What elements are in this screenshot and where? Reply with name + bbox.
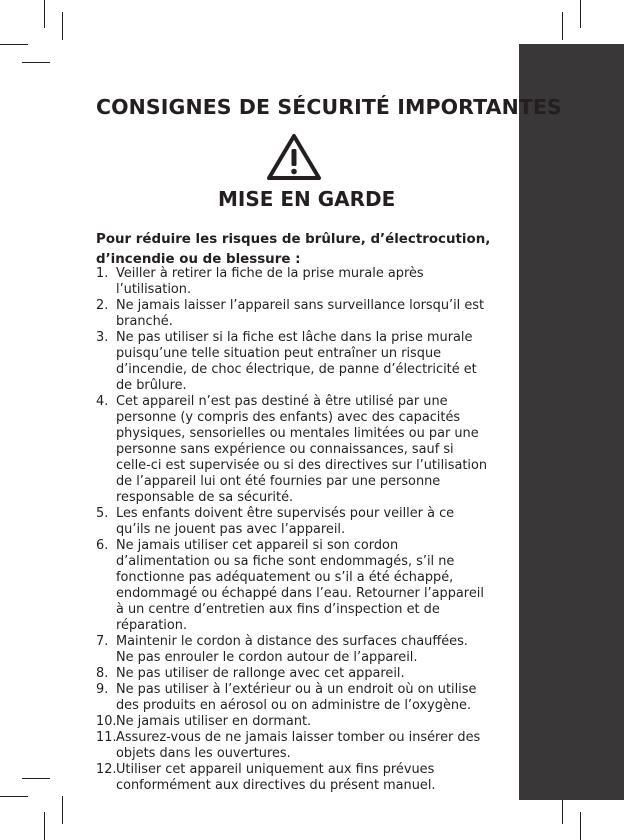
side-tab (519, 44, 624, 800)
item-text: Maintenir le cordon à distance des surfaces chauffées. Ne pas enrouler le cordon autour de l’appareil. (116, 634, 468, 665)
item-number: 8. (96, 666, 109, 681)
item-number: 5. (96, 506, 109, 521)
item-text: Cet appareil n’est pas destiné à être utilisé par une personne (y compris des enfants) avec des capacités physiques, sensorielles ou mentales limitées ou par une personne sans expérience ou connaissances, sauf si celle-ci est supervisée ou si des directives sur l’utilisation de l’appareil lui ont été fournies par une personne responsable de sa sécurité. (116, 394, 488, 505)
list-item (96, 714, 488, 730)
list-item (96, 330, 488, 394)
page-title: CONSIGNES DE SÉCURITÉ IMPORTANTES (96, 95, 562, 119)
crop-mark (0, 44, 28, 45)
list-item (96, 298, 488, 330)
list-item (96, 538, 488, 634)
item-number: 11. (96, 730, 117, 745)
crop-mark (580, 812, 581, 840)
item-text: Ne jamais laisser l’appareil sans surveillance lorsqu’il est branché. (116, 298, 485, 329)
list-item (96, 682, 488, 714)
list-item (96, 506, 488, 538)
list-item (96, 762, 488, 794)
crop-mark (62, 796, 63, 824)
list-item (96, 730, 488, 762)
item-text: Utiliser cet appareil uniquement aux fins prévues conformément aux directives du présent manuel. (116, 762, 436, 793)
item-number: 9. (96, 682, 109, 697)
item-number: 2. (96, 298, 109, 313)
item-text: Ne pas utiliser de rallonge avec cet appareil. (116, 666, 405, 681)
crop-mark (44, 0, 45, 28)
crop-mark (580, 0, 581, 28)
crop-mark (62, 12, 63, 40)
crop-mark (562, 12, 563, 40)
item-number: 6. (96, 538, 109, 553)
list-item (96, 266, 488, 298)
crop-mark (0, 796, 28, 797)
item-text: Veiller à retirer la fiche de la prise murale après l’utilisation. (116, 266, 424, 297)
item-text: Ne jamais utiliser en dormant. (116, 714, 312, 729)
warning-triangle-icon (266, 133, 322, 181)
item-text: Ne pas utiliser si la fiche est lâche dans la prise murale puisqu’une telle situation peut entraîner un risque d’incendie, de choc électrique, de panne d’électricité et de brûlure. (116, 330, 477, 393)
list-item (96, 666, 488, 682)
crop-mark (44, 812, 45, 840)
crop-mark (22, 62, 50, 63)
item-text: Ne pas utiliser à l’extérieur ou à un endroit où on utilise des produits en aérosol ou on administre de l’oxygène. (116, 682, 477, 713)
item-number: 4. (96, 394, 109, 409)
item-number: 7. (96, 634, 109, 649)
item-text: Assurez-vous de ne jamais laisser tomber ou insérer des objets dans les ouvertures. (116, 730, 481, 761)
safety-instructions-list (96, 266, 488, 794)
list-item (96, 634, 488, 666)
item-number: 10. (96, 714, 117, 729)
list-item (96, 394, 488, 506)
item-number: 12. (96, 762, 117, 777)
item-text: Les enfants doivent être supervisés pour veiller à ce qu’ils ne jouent pas avec l’appareil. (116, 506, 455, 537)
intro-text: Pour réduire les risques de brûlure, d’électrocution, d’incendie ou de blessure : (96, 232, 491, 267)
item-text: Ne jamais utiliser cet appareil si son cordon d’alimentation ou sa fiche sont endommagés, s’il ne fonctionne pas adéquatement ou s’il a été échappé, endommagé ou échappé dans l’eau. Retourner l’appareil à un centre d’entretien aux fins d’inspection et de réparation. (116, 538, 484, 633)
crop-mark (562, 796, 563, 824)
warning-label: MISE EN GARDE (218, 187, 396, 211)
item-number: 3. (96, 330, 109, 345)
item-number: 1. (96, 266, 109, 281)
crop-mark (22, 778, 50, 779)
